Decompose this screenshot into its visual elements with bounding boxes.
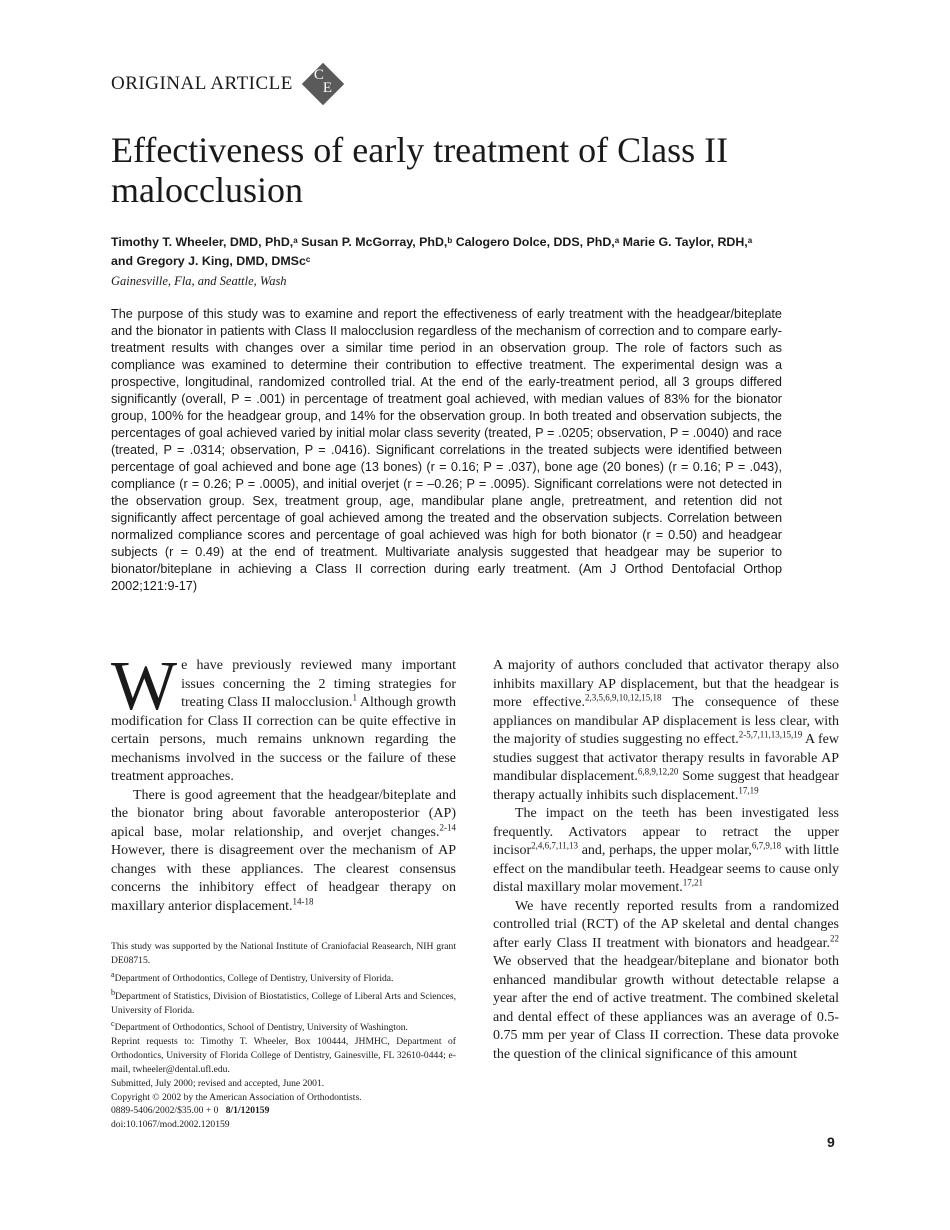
paragraph-text: and, perhaps, the upper molar, [578, 843, 752, 858]
affiliation-mark: b [111, 987, 115, 997]
paragraph-text: e have previously reviewed many important issues concerning the 2 timing strategies for treating Class II malocclusion. [181, 658, 456, 710]
affiliation-note [111, 986, 456, 1018]
citation-reference: 6,7,9,18 [751, 840, 782, 851]
author-affiliation-mark: b [447, 236, 453, 245]
paragraph-text: The consequence of these appliances on mandibular AP displacement is less clear, with the majority of studies suggesting no effect. [493, 695, 839, 747]
paragraph-text: There is good agreement that the headgear/biteplate and the bionator bring about favorable anteroposterior (AP) apical base, molar relationship, and overjet changes. [111, 787, 456, 840]
citation-reference: 22 [830, 932, 839, 943]
article-title: Effectiveness of early treatment of Class II malocclusion [111, 130, 729, 210]
citation-reference: 14-18 [292, 895, 314, 906]
affiliation-note [111, 968, 456, 986]
citation-reference: 2,3,5,6,9,10,12,15,18 [584, 692, 662, 703]
author-affiliation-mark: a [614, 236, 620, 245]
affiliation-mark: c [111, 1019, 115, 1029]
paragraph-text: We observed that the headgear/biteplane and bionator both enhanced mandibular growth without detectable relapse a year after the end of active treatment. The combined skeletal and dental effect of these appliances was an average of 0.5-0.75 mm per year of Class II correction. These data provoke the question of the clinical significance of this amount [493, 954, 839, 1062]
issn-text: 0889-5406/2002/$35.00 + 0 [111, 1105, 219, 1117]
submission-note: Submitted, July 2000; revised and accepted, June 2001. [111, 1077, 325, 1089]
author-affiliation-mark: a [293, 236, 298, 245]
page-number: 9 [827, 1134, 835, 1150]
affiliation-text: Department of Orthodontics, School of Dentistry, University of Washington. [114, 1022, 408, 1034]
body-paragraph [493, 657, 839, 805]
article-footnotes [111, 940, 456, 1132]
citation-reference: 17,19 [738, 784, 759, 795]
citation-reference: 17,21 [682, 877, 703, 888]
paragraph-text: The impact on the teeth has been investigated less frequently. Activators appear to retract the upper incisor [493, 806, 839, 858]
paragraph-text: We have recently reported results from a randomized controlled trial (RCT) of the AP skeletal and dental changes after early Class II treatment with bionators and headgear. [493, 898, 839, 951]
drop-cap: W [111, 648, 178, 725]
citation-reference: 1 [352, 692, 357, 703]
author-name: Marie G. Taylor, RDH, [622, 235, 748, 249]
paragraph-text: with little effect on the mandibular teeth. Headgear seems to cause only distal maxillary molar movement. [493, 843, 839, 895]
author-name: and Gregory J. King, DMD, DMSc [111, 254, 306, 268]
affiliation-mark: a [111, 969, 115, 979]
author-name: Calogero Dolce, DDS, PhD, [455, 235, 615, 249]
author-location: Gainesville, Fla, and Seattle, Wash [111, 274, 287, 288]
citation-reference: 6,8,9,12,20 [637, 766, 679, 777]
author-name: Timothy T. Wheeler, DMD, PhD, [111, 235, 294, 249]
body-paragraph [493, 898, 839, 1065]
article-header [111, 64, 345, 104]
author-affiliation-mark: c [305, 255, 311, 264]
section-label: ORIGINAL ARTICLE [111, 73, 293, 94]
author-name: Susan P. McGorray, PhD, [301, 235, 448, 249]
paragraph-text: Although growth modification for Class II correction can be quite effective in certain persons, much remains unknown regarding the mechanisms involved in the success or the failure of these treatment approaches. [111, 695, 457, 784]
badge-letter-e: E [322, 80, 333, 96]
paragraph-text: A majority of authors concluded that activator therapy also inhibits maxillary AP displacement, but that the headgear is more effective. [493, 658, 839, 710]
affiliation-text: Department of Statistics, Division of Biostatistics, College of Liberal Arts and Sciences, University of Florida. [111, 990, 456, 1016]
affiliation-text: Department of Orthodontics, College of Dentistry, University of Florida. [114, 972, 394, 984]
body-right-column [493, 657, 839, 1064]
badge-letter-c: C [313, 67, 324, 83]
citation-reference: 2-14 [439, 821, 456, 832]
author-affiliation-mark: a [747, 236, 753, 245]
body-paragraph [111, 648, 457, 787]
issn-code: 8/1/120159 [225, 1105, 270, 1117]
author-list [111, 233, 841, 271]
continuing-education-badge-icon [301, 62, 345, 106]
issn-note [111, 1104, 456, 1118]
citation-reference: 2-5,7,11,13,15,19 [738, 729, 803, 740]
body-left-column [111, 648, 457, 916]
reprint-note: Reprint requests to: Timothy T. Wheeler, Box 100444, JHMHC, Department of Orthodontics, University of Florida College of Dentistry, Gainesville, FL 32610-0444; e-mail, twheeler@dental.ufl.edu. [111, 1036, 456, 1075]
abstract: The purpose of this study was to examine and report the effectiveness of early treatment with the headgear/biteplate and the bionator in patients with Class II malocclusion regardless of the mechanism of correction and to compare early-treatment results with changes over a similar time period in an observation group. The role of factors such as compliance was examined to determine their contribution to effective treatment. The experimental design was a prospective, longitudinal, randomized controlled trial. At the end of the early-treatment period, all 3 groups differed significantly (overall, P = .001) in percentage of treatment goal achieved, with median values of 83% for the bionator group, 100% for the headgear group, and 14% for the observation group. In both treated and observation subjects, the percentages of goal achieved varied by initial molar class severity (treated, P = .0205; observation, P = .0040) and race (treated, P = .0314; observation, P = .0416). Significant correlations in the treated subjects were identified between percentage of goal achieved and bone age (13 bones) (r = 0.16; P = .037), bone age (20 bones) (r = 0.16; P = .043), compliance (r = 0.26; P = .0005), and initial overjet (r = –0.26; P = .0095). Significant correlations were not detected in the observation group. Sex, treatment group, age, mandibular plane angle, pretreatment, and retention did not significantly affect percentage of goal achieved among the treated and the observation subjects. Correlation between normalized compliance scores and percentage of goal achieved was high for both bionator (r = 0.50) and headgear subjects (r = 0.49) at the end of treatment. Multivariate analysis suggested that headgear may be superior to bionator/biteplane in achieving a Class II correction during early treatment. (Am J Orthod Dentofacial Orthop 2002;121:9-17) [111, 307, 782, 593]
copyright-note: Copyright © 2002 by the American Association of Orthodontists. [111, 1091, 362, 1103]
doi-note: doi:10.1067/mod.2002.120159 [111, 1119, 230, 1131]
affiliation-note [111, 1017, 456, 1035]
paragraph-text: However, there is disagreement over the mechanism of AP changes with these appliances. The clearest consensus concerns the inhibitory effect of headgear therapy on maxillary anterior displacement. [111, 843, 456, 914]
paragraph-text: A few studies suggest that activator therapy results in favorable AP mandibular displacement. [493, 732, 839, 784]
funding-note: This study was supported by the National Institute of Craniofacial Reasearch, NIH grant DE08715. [111, 941, 456, 966]
body-paragraph [493, 805, 839, 898]
body-paragraph [111, 787, 456, 917]
citation-reference: 2,4,6,7,11,13 [531, 840, 579, 851]
paragraph-text: Some suggest that headgear therapy actually inhibits such displacement. [493, 769, 839, 803]
